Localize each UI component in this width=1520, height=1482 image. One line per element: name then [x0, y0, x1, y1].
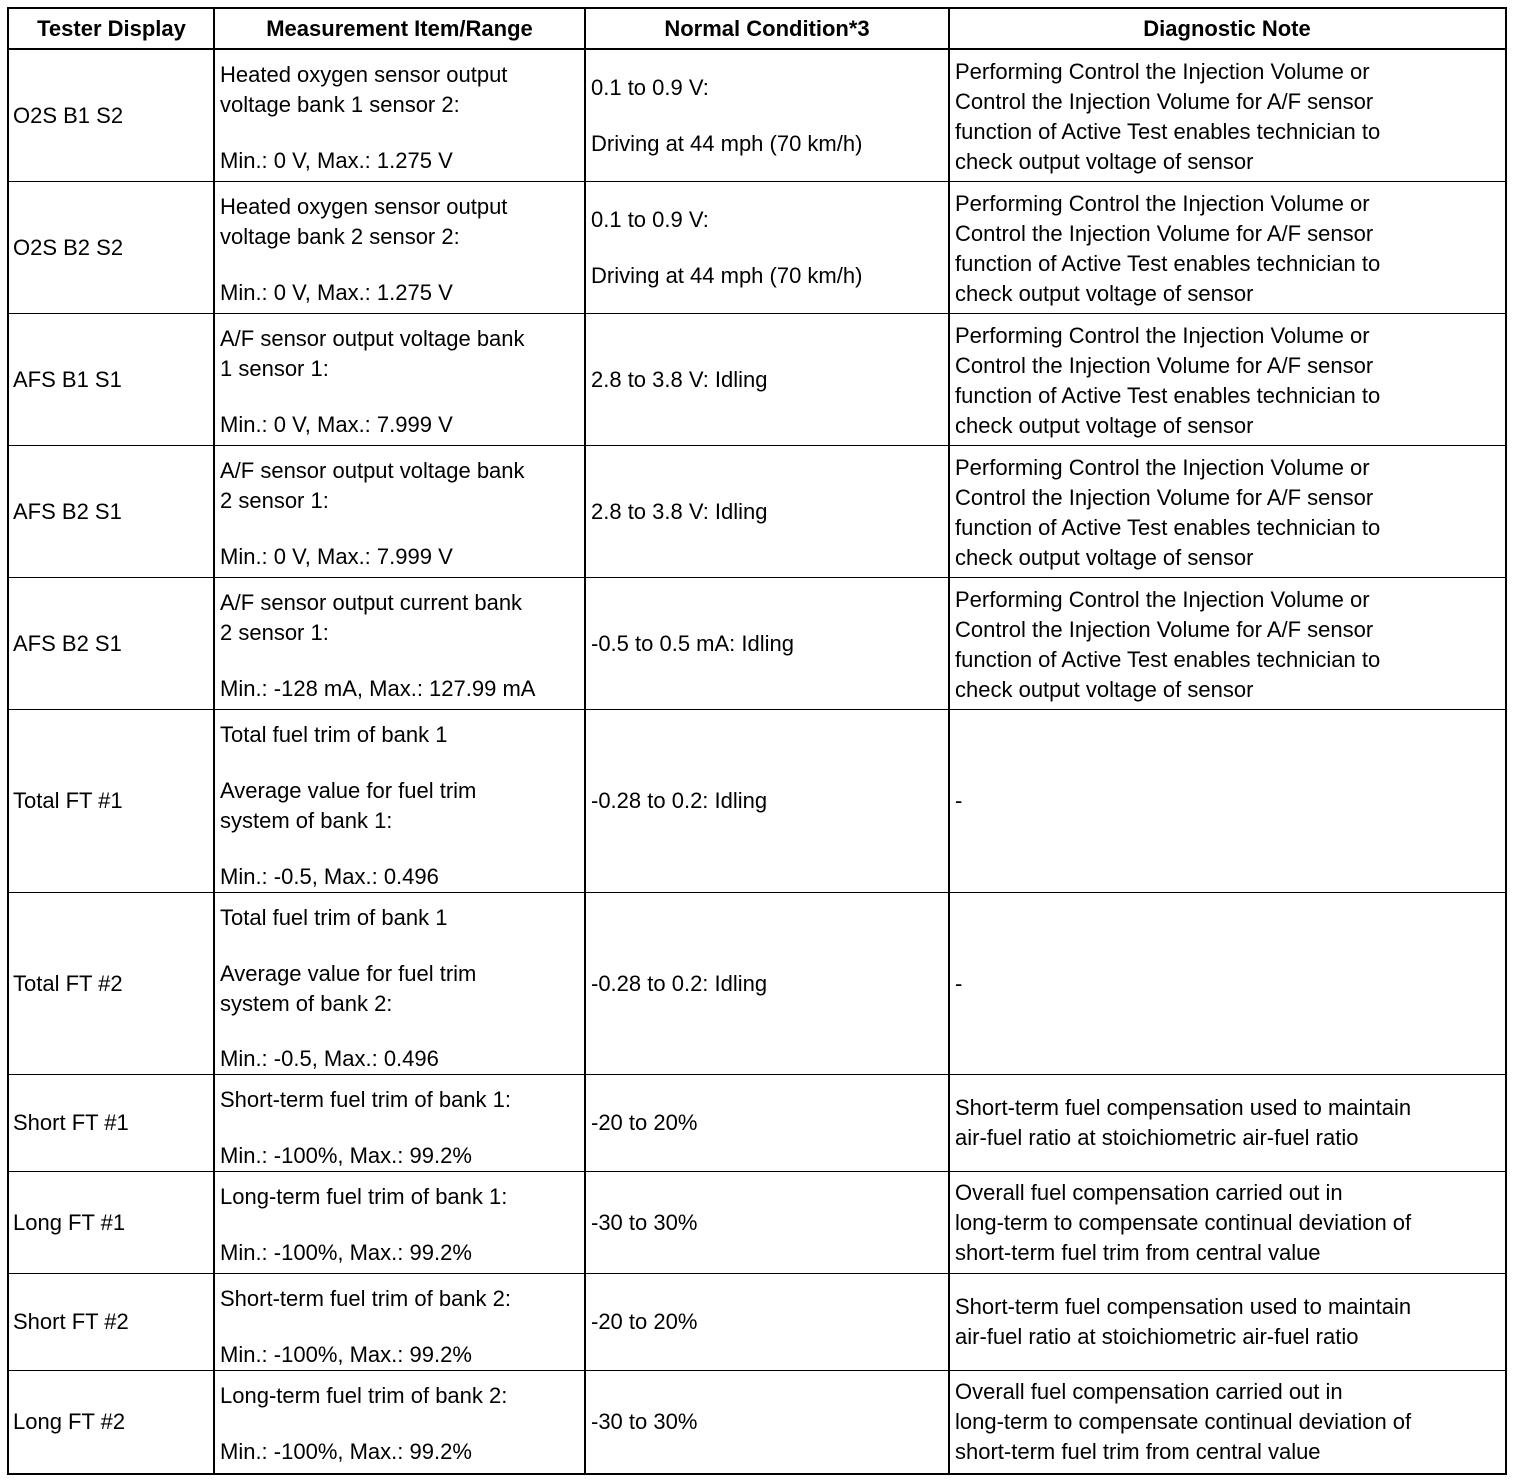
condition-line: -30 to 30% [591, 1209, 698, 1235]
cell-normal-condition [585, 314, 949, 445]
line-gap [220, 1411, 579, 1437]
note-line: Performing Control the Injection Volume or [955, 323, 1370, 348]
note-line: - [955, 970, 963, 996]
note-line: Control the Injection Volume for A/F sensor [955, 221, 1374, 246]
measurement-line: Min.: 0 V, Max.: 7.999 V [220, 412, 453, 437]
measurement-line: system of bank 2: [220, 990, 393, 1016]
cell-diagnostic-note [949, 1075, 1505, 1171]
cell-measurement-item [214, 446, 585, 577]
measurement-line: Min.: -0.5, Max.: 0.496 [220, 1046, 439, 1071]
table-row [9, 182, 1505, 314]
measurement-line: Long-term fuel trim of bank 1: [220, 1184, 508, 1209]
cell-measurement-item [214, 710, 585, 892]
tester-display-value: AFS B2 S1 [13, 630, 122, 656]
diagnostic-data-table [7, 7, 1507, 1475]
note-line: check output voltage of sensor [955, 545, 1254, 570]
table-row [9, 578, 1505, 710]
measurement-line: A/F sensor output voltage bank [220, 326, 525, 351]
line-gap [220, 836, 579, 862]
measurement-line: 1 sensor 1: [220, 356, 329, 381]
measurement-line: Min.: 0 V, Max.: 1.275 V [220, 280, 453, 305]
table-row [9, 1371, 1505, 1473]
measurement-line: 2 sensor 1: [220, 620, 329, 645]
condition-line: 0.1 to 0.9 V: [591, 206, 709, 232]
measurement-line: Min.: -100%, Max.: 99.2% [220, 1240, 472, 1265]
line-gap [220, 516, 579, 542]
cell-diagnostic-note [949, 1172, 1505, 1273]
cell-normal-condition [585, 1172, 949, 1273]
line-gap [220, 933, 579, 959]
table-row [9, 710, 1505, 893]
measurement-line: voltage bank 1 sensor 2: [220, 92, 460, 117]
note-line: short-term fuel trim from central value [955, 1439, 1321, 1464]
measurement-line: Heated oxygen sensor output [220, 194, 508, 219]
note-line: Overall fuel compensation carried out in [955, 1179, 1343, 1205]
tester-display-value: Short FT #2 [13, 1309, 129, 1334]
note-line: Performing Control the Injection Volume or [955, 455, 1370, 480]
note-line: function of Active Test enables technician to [955, 119, 1381, 144]
measurement-line: 2 sensor 1: [220, 488, 329, 513]
condition-line: -20 to 20% [591, 1309, 698, 1334]
table-row [9, 893, 1505, 1075]
condition-line: Driving at 44 mph (70 km/h) [591, 262, 863, 288]
note-line: function of Active Test enables technician to [955, 383, 1381, 408]
cell-normal-condition [585, 1075, 949, 1171]
cell-normal-condition [585, 710, 949, 892]
line-gap [220, 120, 579, 146]
line-gap [591, 235, 943, 261]
cell-normal-condition [585, 1274, 949, 1370]
measurement-line: Average value for fuel trim [220, 778, 477, 803]
condition-line: -20 to 20% [591, 1110, 698, 1135]
measurement-line: Min.: -0.5, Max.: 0.496 [220, 864, 439, 889]
note-line: Control the Injection Volume for A/F sensor [955, 485, 1374, 510]
table-row [9, 314, 1505, 446]
cell-measurement-item [214, 1172, 585, 1273]
condition-line: 2.8 to 3.8 V: Idling [591, 498, 768, 524]
note-line: check output voltage of sensor [955, 677, 1254, 702]
header-measurement-item: Measurement Item/Range [214, 9, 585, 50]
tester-display-value: O2S B1 S2 [13, 102, 124, 128]
condition-line: -0.28 to 0.2: Idling [591, 970, 768, 996]
measurement-line: Heated oxygen sensor output [220, 62, 508, 87]
measurement-line: Total fuel trim of bank 1 [220, 905, 448, 930]
note-line: long-term to compensate continual deviation of [955, 1409, 1412, 1434]
condition-line: 0.1 to 0.9 V: [591, 74, 709, 100]
cell-normal-condition [585, 893, 949, 1074]
note-line: function of Active Test enables technician to [955, 251, 1381, 276]
cell-tester-display [9, 314, 214, 445]
table-row [9, 1172, 1505, 1274]
line-gap [220, 750, 579, 776]
note-line: check output voltage of sensor [955, 149, 1254, 174]
cell-diagnostic-note [949, 1371, 1505, 1473]
note-line: Short-term fuel compensation used to maintain [955, 1095, 1412, 1120]
column-divider [948, 9, 950, 1473]
note-line: Control the Injection Volume for A/F sensor [955, 353, 1374, 378]
note-line: - [955, 788, 963, 813]
header-diagnostic-note: Diagnostic Note [949, 9, 1505, 50]
tester-display-value: Total FT #1 [13, 788, 123, 813]
cell-normal-condition [585, 1371, 949, 1473]
note-line: long-term to compensate continual deviation of [955, 1209, 1412, 1235]
measurement-line: Average value for fuel trim [220, 960, 477, 986]
note-line: Short-term fuel compensation used to maintain [955, 1294, 1412, 1319]
note-line: Control the Injection Volume for A/F sensor [955, 617, 1374, 642]
tester-display-value: Long FT #2 [13, 1409, 126, 1434]
measurement-line: Short-term fuel trim of bank 2: [220, 1286, 511, 1311]
note-line: check output voltage of sensor [955, 281, 1254, 306]
tester-display-value: AFS B2 S1 [13, 498, 122, 524]
cell-tester-display [9, 1172, 214, 1273]
measurement-line: Min.: 0 V, Max.: 7.999 V [220, 544, 453, 569]
cell-diagnostic-note [949, 578, 1505, 709]
condition-line: -0.28 to 0.2: Idling [591, 788, 768, 813]
measurement-line: Min.: -100%, Max.: 99.2% [220, 1143, 472, 1168]
line-gap [591, 103, 943, 129]
cell-diagnostic-note [949, 182, 1505, 313]
cell-measurement-item [214, 314, 585, 445]
tester-display-value: AFS B1 S1 [13, 366, 122, 392]
note-line: check output voltage of sensor [955, 413, 1254, 438]
cell-measurement-item [214, 1371, 585, 1473]
line-gap [220, 1212, 579, 1238]
cell-tester-display [9, 50, 214, 181]
cell-tester-display [9, 710, 214, 892]
cell-tester-display [9, 578, 214, 709]
tester-display-value: Long FT #1 [13, 1209, 126, 1235]
condition-line: 2.8 to 3.8 V: Idling [591, 366, 768, 392]
measurement-line: A/F sensor output voltage bank [220, 458, 525, 483]
cell-measurement-item [214, 893, 585, 1074]
note-line: short-term fuel trim from central value [955, 1239, 1321, 1265]
cell-tester-display [9, 1371, 214, 1473]
note-line: function of Active Test enables technician to [955, 647, 1381, 672]
measurement-line: Min.: 0 V, Max.: 1.275 V [220, 148, 453, 173]
header-tester-display: Tester Display [9, 9, 214, 50]
cell-normal-condition [585, 182, 949, 313]
cell-tester-display [9, 1274, 214, 1370]
note-line: Performing Control the Injection Volume or [955, 59, 1370, 84]
cell-normal-condition [585, 578, 949, 709]
line-gap [220, 1314, 579, 1340]
column-divider [584, 9, 586, 1473]
cell-measurement-item [214, 182, 585, 313]
measurement-line: Long-term fuel trim of bank 2: [220, 1383, 508, 1408]
cell-measurement-item [214, 1274, 585, 1370]
cell-tester-display [9, 182, 214, 313]
note-line: Performing Control the Injection Volume or [955, 191, 1370, 216]
cell-measurement-item [214, 50, 585, 181]
cell-measurement-item [214, 1075, 585, 1171]
header-normal-condition: Normal Condition*3 [585, 9, 949, 50]
line-gap [220, 1019, 579, 1045]
measurement-line: Min.: -100%, Max.: 99.2% [220, 1342, 472, 1367]
measurement-line: Min.: -100%, Max.: 99.2% [220, 1439, 472, 1464]
cell-measurement-item [214, 578, 585, 709]
measurement-line: Total fuel trim of bank 1 [220, 722, 448, 747]
cell-diagnostic-note [949, 1274, 1505, 1370]
condition-line: -0.5 to 0.5 mA: Idling [591, 630, 794, 656]
cell-diagnostic-note [949, 50, 1505, 181]
cell-diagnostic-note [949, 710, 1505, 892]
condition-line: -30 to 30% [591, 1409, 698, 1434]
line-gap [220, 384, 579, 410]
line-gap [220, 252, 579, 278]
note-line: Performing Control the Injection Volume or [955, 587, 1370, 612]
cell-normal-condition [585, 446, 949, 577]
measurement-line: Min.: -128 mA, Max.: 127.99 mA [220, 676, 536, 701]
line-gap [220, 648, 579, 674]
cell-normal-condition [585, 50, 949, 181]
condition-line: Driving at 44 mph (70 km/h) [591, 130, 863, 156]
line-gap [220, 1115, 579, 1141]
table-row [9, 1075, 1505, 1172]
cell-diagnostic-note [949, 893, 1505, 1074]
table-row [9, 446, 1505, 578]
note-line: function of Active Test enables technician to [955, 515, 1381, 540]
cell-tester-display [9, 446, 214, 577]
cell-diagnostic-note [949, 446, 1505, 577]
cell-tester-display [9, 1075, 214, 1171]
tester-display-value: O2S B2 S2 [13, 234, 124, 260]
measurement-line: Short-term fuel trim of bank 1: [220, 1087, 511, 1112]
measurement-line: system of bank 1: [220, 808, 393, 833]
measurement-line: A/F sensor output current bank [220, 590, 523, 615]
tester-display-value: Total FT #2 [13, 970, 123, 996]
table-row [9, 1274, 1505, 1371]
cell-tester-display [9, 893, 214, 1074]
measurement-line: voltage bank 2 sensor 2: [220, 224, 460, 249]
note-line: Control the Injection Volume for A/F sensor [955, 89, 1374, 114]
table-row [9, 50, 1505, 182]
column-divider [213, 9, 215, 1473]
note-line: Overall fuel compensation carried out in [955, 1379, 1343, 1404]
tester-display-value: Short FT #1 [13, 1110, 129, 1135]
cell-diagnostic-note [949, 314, 1505, 445]
note-line: air-fuel ratio at stoichiometric air-fuel ratio [955, 1125, 1359, 1150]
note-line: air-fuel ratio at stoichiometric air-fuel ratio [955, 1324, 1359, 1349]
